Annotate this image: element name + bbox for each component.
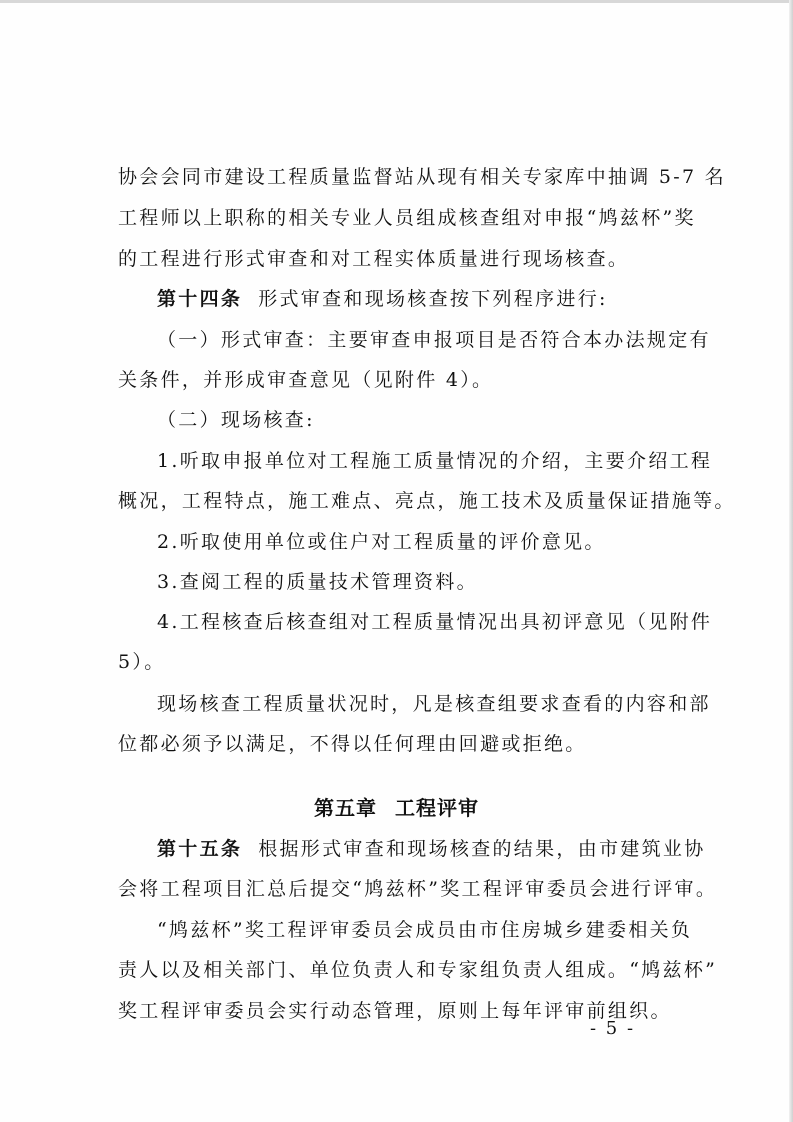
- body-text-line: 责人以及相关部门、单位负责人和专家组负责人组成。“鸠兹杯”: [118, 959, 718, 981]
- article-text: 形式审查和现场核查按下列程序进行:: [258, 288, 608, 310]
- body-text-line: 的工程进行形式审查和对工程实体质量进行现场核查。: [118, 248, 630, 270]
- body-text-line: 协会会同市建设工程质量监督站从现有相关专家库中抽调 5-7 名: [118, 166, 726, 188]
- scan-edge: [789, 0, 793, 1122]
- body-text-line: 奖工程评审委员会实行动态管理，原则上每年评审前组织。: [118, 1000, 672, 1022]
- body-text-line: 1.听取申报单位对工程施工质量情况的介绍，主要介绍工程: [157, 450, 713, 472]
- body-text-line: 工程师以上职称的相关专业人员组成核查组对申报“鸠兹杯”奖: [118, 207, 696, 229]
- body-text-line: 4.工程核查后核查组对工程质量情况出具初评意见（见附件: [157, 611, 713, 633]
- body-text-line: 会将工程项目汇总后提交“鸠兹杯”奖工程评审委员会进行评审。: [118, 878, 718, 900]
- body-text-line: 5）。: [118, 651, 166, 673]
- body-text-line: 2.听取使用单位或住户对工程质量的评价意见。: [157, 531, 606, 553]
- body-text-line: （一）形式审查：主要审查申报项目是否符合本办法规定有: [157, 329, 711, 351]
- chapter-heading: [0, 796, 793, 820]
- chapter-number: 第五章: [314, 796, 377, 820]
- article-14-line: [157, 287, 678, 311]
- body-text-line: 位都必须予以满足，不得以任何理由回避或拒绝。: [118, 733, 587, 755]
- body-text-line: 现场核查工程质量状况时，凡是核查组要求查看的内容和部: [157, 693, 711, 715]
- body-text-line: 关条件，并形成审查意见（见附件 4）。: [118, 369, 494, 391]
- body-text-line: （二）现场核查:: [157, 409, 315, 431]
- article-number: 第十五条: [157, 838, 243, 860]
- article-text: 根据形式审查和现场核查的结果，由市建筑业协: [258, 838, 706, 860]
- body-text-line: 概况，工程特点，施工难点、亮点，施工技术及质量保证措施等。: [118, 490, 736, 512]
- scan-edge: [0, 0, 793, 3]
- body-text-line: “鸠兹杯”奖工程评审委员会成员由市住房城乡建委相关负: [157, 919, 693, 941]
- page-number: - 5 -: [590, 1018, 636, 1039]
- body-text-line: 3.查阅工程的质量技术管理资料。: [157, 571, 478, 593]
- article-number: 第十四条: [157, 288, 243, 310]
- chapter-title: 工程评审: [395, 796, 479, 820]
- article-15-line: [157, 837, 706, 861]
